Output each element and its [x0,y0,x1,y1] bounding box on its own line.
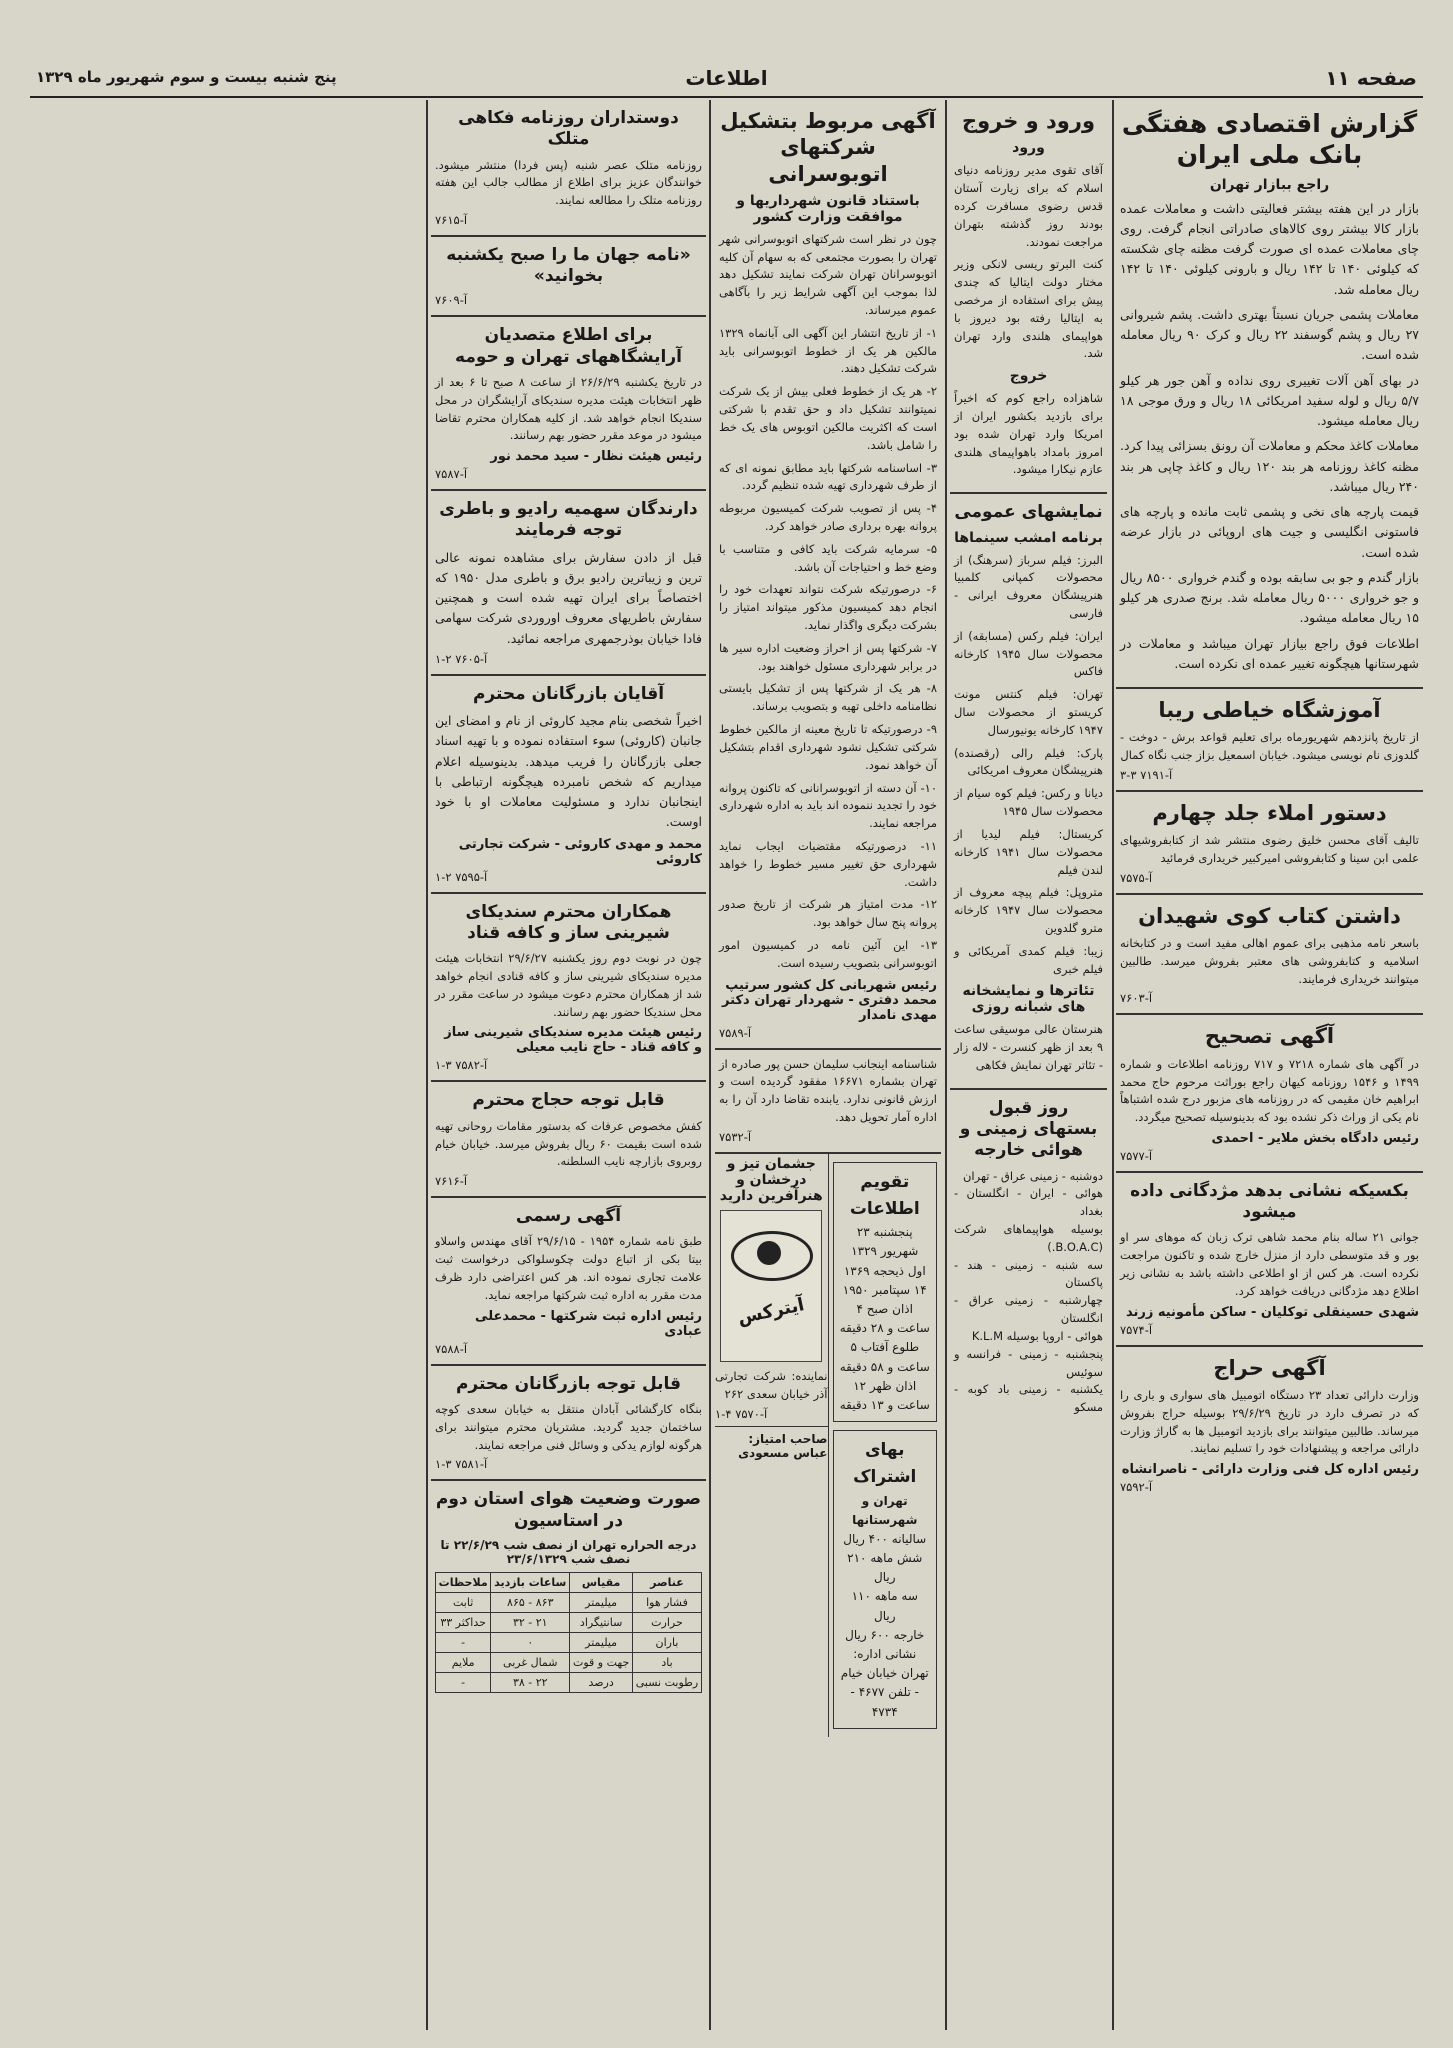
mail-line: هوائی - اروپا بوسیله K.L.M [971,1328,1103,1343]
departures-heading: خروج [1009,368,1048,385]
public-shows [950,494,1107,1090]
notice-title: آقایان بازرگانان محترم [472,683,665,704]
ad-text: تالیف آقای محسن خلیق رضوی منتشر شد از کتابفروشیهای علمی ابن سینا و کتابفروشی امیرکبیر خریداری فرمائید [1120,833,1419,865]
brand-name: آیترکس [736,1294,807,1329]
ad-code: آ-۷۶۰۳ [1120,991,1153,1006]
notice-code: آ-۷۵۸۸ [435,1341,468,1356]
notice-signature: رئیس اداره ثبت شرکتها - محمدعلی عبادی [475,1308,702,1339]
calendar-line: ۱۴ سپتامبر ۱۹۵۰ [842,1282,927,1297]
notice-code: آ-۷۵۸۷ [435,467,468,482]
table-cell: باران [632,1632,701,1652]
eye-illustration [720,1210,822,1362]
tailoring-school-ad [1116,689,1423,792]
section-title: نمایشهای عمومی [954,502,1103,523]
book-ad [1116,895,1423,1016]
notice-clause: ۱۲- مدت امتیاز هر شرکت از تاریخ صدور پروانه پنج سال خواهد بود. [719,897,937,930]
spelling-book-ad [1116,792,1423,895]
notice-title: برای اطلاع متصدیان آرایشگاههای تهران و حومه [455,325,682,367]
correction-notice [1116,1015,1423,1173]
news-item: آقای تقوی مدیر روزنامه دنیای اسلام که برای زیارت آستان قدس رضوی مسافرت کرده بودند روز گذشته بتهران مراجعت نمودند. [954,163,1103,249]
auction-notice [1116,1347,1423,1503]
ad-title: دستور املاء جلد چهارم [1152,800,1387,825]
notice-clause: ۶- درصورتیکه شرکت نتواند تعهدات خود را انجام دهد کمیسیون مذکور میتواند امتیاز را بشرکت دیگری واگذار نماید. [719,582,937,632]
notice-title: همکاران محترم سندیکای شیرینی ساز و کافه قناد [465,901,672,943]
report-paragraph: معاملات پشمی جریان نسبتاً بهتری داشت. پشم شیروانی ۲۷ ریال و پشم گوسفند ۲۲ ریال و کرک ۹۰ ریال معامله شده است. [1120,306,1419,363]
bus-company-notice [715,100,941,1050]
notice-code: آ-۷۵۸۲ ۳-۱ [435,1058,488,1073]
ad-title: آموزشگاه خیاطی ریبا [1158,698,1381,722]
table-cell: ملایم [436,1652,491,1672]
table-cell: میلیمتر [570,1592,633,1612]
mail-line: دوشنبه - زمینی عراق - تهران [962,1168,1103,1183]
arrivals-heading: ورود [1012,140,1045,157]
notice-clause: ۸- هر یک از شرکتها پس از تشکیل بایستی نظامنامه داخلی تهیه و بتصویب برساند. [719,681,937,714]
column-bus-notice [715,100,941,2030]
table-cell: - [436,1632,491,1652]
column-header: مقیاس [570,1572,633,1592]
cinema-item: زیبا: فیلم کمدی آمریکائی و فیلم خبری [954,943,1103,976]
calendar-line: اذان صبح ۴ ساعت و ۲۸ دقیقه [839,1302,930,1336]
confectioners-notice [431,894,706,1083]
subscription-line: سه ماهه ۱۱۰ ریال [851,1589,918,1623]
table-cell: درصد [570,1672,633,1692]
pupil-icon [757,1241,781,1265]
table-cell: ۸۶۳ - ۸۶۵ [491,1592,570,1612]
issue-date: پنج شنبه بیست و سوم شهریور ماه ۱۳۲۹ [36,68,337,86]
notice-intro: چون در نظر است شرکتهای اتوبوسرانی شهر تهران را بصورت مجتمعی که به سهام آن کلیه اتوبوسرانان تهران شرکت نمایند تشکیل دهد لذا بموجب این آگهی شرایط زیر را بآگاهی عموم میرساند. [719,231,937,317]
reward-notice [1116,1173,1423,1347]
notice-clause: ۱۱- درصورتیکه مقتضیات ایجاب نماید شهرداری حق تغییر مسیر خطوط را خواهد داشت. [719,838,937,889]
notice-signature: شهدی حسینقلی توکلیان - ساکن مأمونیه زرند [1125,1304,1419,1320]
notice-clause: ۱۰- آن دسته از اتوبوسرانانی که تاکنون پروانه خود را تجدید ننموده اند باید به اداره شهرداری مراجعه نمایند. [719,780,937,831]
calendar-line: اذان ظهر ۱۲ ساعت و ۱۳ دقیقه [839,1378,930,1412]
arrivals-departures [950,100,1107,494]
notice-code: آ-۷۵۳۲ [719,1129,752,1144]
calendar-line: طلوع آفتاب ۵ ساعت و ۵۸ دقیقه [839,1340,930,1374]
notice-title: آگهی تصحیح [1204,1024,1335,1049]
barbers-notice [431,317,706,491]
bottom-split [715,1154,941,1737]
notice-subtitle: باستناد قانون شهرداریها و موافقت وزارت کشور [736,192,920,225]
mail-schedule [950,1090,1107,1425]
notice-clause: ۳- اساسنامه شرکتها باید مطابق نمونه ای که از طرف شهرداری تهیه شده تنظیم گردد. [719,460,937,493]
section-title: روز قبول بستهای زمینی و هوائی خارجه [959,1097,1098,1161]
ad-code: آ-۷۶۰۵ ۲-۱ [435,651,488,666]
column-header: ملاحظات [436,1572,491,1592]
mail-line: بوسیله هواپیماهای شرکت (B.O.A.C.) [954,1222,1103,1254]
table-cell: باد [632,1652,701,1672]
page-number: صفحه ۱۱ [1325,66,1417,90]
merchants-notice-2 [431,1366,706,1482]
ad-code: آ-۷۵۷۵ [1120,870,1153,885]
subscription-line: شش ماهه ۲۱۰ ریال [847,1551,923,1585]
table-row [436,1612,702,1632]
mail-line: سه شنبه - زمینی - هند - پاکستان [954,1257,1103,1290]
table-cell: ثابت [436,1592,491,1612]
report-paragraph: قیمت پارچه های نخی و پشمی ثابت مانده و پارچه های فاستونی انگلیسی و جیت های اروپائی در بازار عرضه شده است. [1120,504,1419,560]
report-paragraph: بازار در این هفته بیشتر فعالیتی داشت و معاملات عمده بازار کالا بیشتر روی کالاهای صادراتی انجام گرفت. روی چای معاملات عمده ای صورت گرفت مظنه چای شکسته که کیلوئی ۱۴۰ تا ۱۴۲ ریال و بارونی کیلوئی ۱۴۰ تا ۱۴۲ ریال معامله شد. [1120,200,1420,297]
table-cell: حداکثر ۳۳ [436,1612,491,1632]
merchants-notice [431,676,706,894]
section-title: ورود و خروج [961,109,1096,133]
notice-code: آ-۷۵۸۹ [719,1025,752,1040]
calendar-title: تقویم اطلاعات [849,1171,920,1220]
ad-code: آ-۷۶۱۵ [435,212,468,227]
table-cell: رطوبت نسبی [632,1672,701,1692]
mail-line: چهارشنبه - زمینی عراق - انگلستان [954,1293,1103,1326]
notice-title: آگهی حراج [1213,1355,1326,1380]
news-item: شاهزاده راجع کوم که اخیراً برای بازدید بکشور ایران از امریکا وارد تهران شده بود امروز بامداد باهواپیمای هلندی عازم نیکارا میشود. [954,391,1103,477]
notice-signature: رئیس هیئت نظار - سید محمد نور [490,449,702,465]
cinema-item: دیانا و رکس: فیلم کوه سیام از محصولات سال ۱۹۴۵ [954,786,1103,819]
calendar-line: پنجشنبه ۲۳ شهریور ۱۳۲۹ [851,1225,919,1259]
notice-signature: رئیس شهربانی کل کشور سرتیپ محمد دفتری - شهردار تهران دکتر مهدی نامدار [722,977,937,1023]
ad-code: آ-۷۱۹۱ ۳-۳ [1120,767,1173,782]
table-row [436,1672,702,1692]
notice-code: آ-۷۵۷۴ [1120,1322,1153,1337]
mail-line: یکشنبه - زمینی باد کوبه - مسکو [954,1382,1103,1415]
report-paragraph: اطلاعات فوق راجع بیازار تهران میباشد و معاملات در شهرستانها هیچگونه تغییر عمده ای نکرده است. [1120,635,1419,671]
notice-clause: ۱- از تاریخ انتشار این آگهی الی آبانماه ۱۳۲۹ مالکین هر یک از خطوط اتوبوسرانی باید شرکت تشکیل دهند. [719,325,937,376]
masthead [30,62,1423,98]
report-subtitle: راجع ببازار تهران [1209,176,1330,193]
notice-clause: ۱۳- این آئین نامه در کمیسیون امور اتوبوسرانی بتصویب رسیده است. [719,938,937,970]
column-notices [431,100,706,2030]
subscription-title: بهای اشتراک [853,1440,917,1488]
notice-title: قابل توجه بازرگانان محترم [455,1373,682,1394]
section-subtitle: برنامه امشب سینماها [954,529,1103,546]
lost-id-notice [715,1050,941,1154]
notice-text: طبق نامه شماره ۱۹۵۴ - ۲۹/۶/۱۵ آقای مهندس واسلاو بیتا بکی از اتباع دولت چکوسلواکی درخواست ثبت علامت تجاری نموده اند. هر کس اعتراضی دارد ظرف مدت مقرر به اداره ثبت شرکتها مراجعه نماید. [435,1234,702,1302]
table-cell: ۲۲ - ۳۸ [491,1672,570,1692]
table-header-row [436,1572,702,1592]
news-item: کنت البرتو ریسی لانکی وزیر مختار دولت ایتالیا که چندی پیش برای استفاده از مرخصی به ایتالیا رفته بود دیروز با هواپیمای هلندی وارد تهران شد. [954,257,1103,361]
column-arrivals [950,100,1107,2030]
notice-signature: محمد و مهدی کاروئی - شرکت تجارتی کاروئی [458,836,702,867]
table-row [436,1652,702,1672]
office-address: نشانی اداره: تهران خیابان خیام - تلفن ۴۶۷۷ - ۴۷۳۴ [840,1647,929,1719]
cinema-item: کریستال: فیلم لیدیا از محصولات سال ۱۹۴۱ کارخانه لندن فیلم [954,826,1103,877]
eye-product-ad [715,1154,829,1737]
weather-subtitle: درجه الحراره تهران از نصف شب ۲۲/۶/۲۹ تا نصف شب ۲۳/۶/۱۳۲۹ [440,1537,697,1566]
publisher: صاحب امتیاز: عباس مسعودی [738,1431,828,1460]
ad-text: کفش مخصوص عرفات که بدستور مقامات روحانی تهیه شده است بقیمت ۶۰ ریال بفروش میرسد. خیابان خیام روبروی بازارچه نایب السلطنه. [435,1118,702,1169]
column-header: عناصر [632,1572,701,1592]
report-paragraph: در بهای آهن آلات تغییری روی نداده و آهن جور هر کیلو ۵/۷ ریال و لوله سفید امریکائی ۱۸ ریال و ورق موجی ۱۸ ریال معامله میشود. [1120,372,1419,428]
table-cell: سانتیگراد [570,1612,633,1632]
theatre-title: تئاترها و نمایشخانه های شبانه روزی [962,983,1095,1016]
ad-title: دارندگان سهمیه رادیو و باطری توجه فرمایند [439,499,698,541]
notice-clause: ۲- هر یک از خطوط فعلی بیش از یک شرکت نمیتوانند تشکیل داد و حق تقدم با شرکتی است که اکثریت مالکین اتوبوس های یک خط را شامل باشد. [719,384,937,452]
table-cell: جهت و قوت [570,1652,633,1672]
report-paragraph: بازار گندم و جو بی سابقه بوده و گندم خرواری ۸۵۰۰ ریال و جو خرواری ۵۰۰۰ ریال معامله شد. برنج صدری هر کیلو ۱۵ ریال معامله میشود. [1120,569,1420,626]
notice-text: وزارت دارائی تعداد ۲۳ دستگاه اتومبیل های سواری و باری را که در تصرف دارد در تاریخ ۲۹/۶/۲۹ بوسیله حراج بفروش میرساند. طالبین میتوانند برای بازدید اتومبیل ها به گاراژ وزارت دارائی مراجعه و پیشنهادات خود را تسلیم نمایند. [1120,1387,1419,1456]
column-rule [426,100,428,2030]
column-header: ساعات بازدید [491,1572,570,1592]
subscription-box [833,1430,938,1729]
notice-code: آ-۷۵۹۵ ۲-۱ [435,869,488,884]
ad-text: باسعر نامه مذهبی برای عموم اهالی مفید است و در کتابخانه اسلامیه و کتابفروشی های معتبر بفروش میرسد. طالبین میتوانند خریداری فرمایند. [1120,936,1419,986]
notice-text: جوانی ۲۱ ساله بنام محمد شاهی ترک زبان که موهای سر او بور و قد متوسطی دارد از منزل خارج شده و تاکنون مراجعت نکرده است. هر کس از او اطلاعی داشته باشد به نشانی زیر اطلاع دهد مژدگانی دریافت خواهد کرد. [1120,1230,1419,1298]
table-cell: فشار هوا [632,1592,701,1612]
table-cell: ۲۱ - ۳۲ [491,1612,570,1632]
info-boxes [829,1154,942,1737]
cinema-item: تهران: فیلم کنتس مونت کریستو از محصولات سال ۱۹۴۷ کارخانه یونیورسال [954,687,1103,737]
table-row [436,1632,702,1652]
notice-clause: ۹- درصورتیکه تا تاریخ معینه از مالکین خطوط شرکتی تشکیل نشود شهرداری اقدام بتشکیل آن خواهد نمود. [719,722,937,772]
mail-line: هوائی - ایران - انگلستان - بغداد [954,1186,1103,1219]
report-title: گزارش اقتصادی هفتگی بانک ملی ایران [1121,109,1418,170]
notice-text: بنگاه کارگشائی آبادان منتقل به خیابان سعدی کوچه ساختمان جدید گردید. مشتریان محترم میتوانند برای هرگونه لوازم یدکی و وسائل فنی مراجعه نمایند. [435,1401,702,1452]
cinema-item: البرز: فیلم سرباز (سرهنگ) از محصولات کمپانی کلمبیا هنرپیشگان معروف ایرانی - فارسی [954,552,1103,620]
notice-code: آ-۷۵۸۱ ۳-۱ [435,1457,488,1472]
subscription-subtitle: تهران و شهرستانها [852,1493,918,1527]
table-cell: حرارت [632,1612,701,1632]
mataluk-ad [431,100,706,237]
ad-code: آ-۷۶۰۹ [435,293,468,308]
ad-text: نماینده: شرکت تجارتی آذر خیابان سعدی ۲۶۲ [715,1368,828,1401]
notice-text: شناسنامه اینجانب سلیمان حسن پور صادره از تهران بشماره ۱۶۶۷۱ مفقود گردیده است و ارزش قانونی ندارد. یابنده تقاضا دارد آن را به اداره آمار تحویل دهد. [719,1056,937,1125]
notice-text: چون در نوبت دوم روز یکشنبه ۲۹/۶/۲۷ انتخابات هیئت مدیره سندیکای شیرینی ساز و کافه قنادی انجام خواهد شد از همکاران محترم دعوت میشود در ساعت مقرر در محل سندیکا حضور بهم رسانند. [435,951,702,1019]
notice-clause: ۵- سرمایه شرکت باید کافی و متناسب با وضع خط و احتیاجات آن باشد. [719,541,937,574]
notice-title: بکسیکه نشانی بدهد مژدگانی داده میشود [1130,1180,1409,1223]
subscription-line: خارجه ۶۰۰ ریال [845,1627,925,1642]
calendar-box [833,1162,938,1422]
divider [715,1426,828,1427]
notice-title: آگهی مربوط بتشکیل شرکتهای اتوبوسرانی [720,109,936,186]
table-cell: شمال غربی [491,1652,570,1672]
cinema-item: متروپل: فیلم پیچه معروف از محصولات سال ۱۹۴۷ کارخانه مترو گلدوین [954,885,1103,935]
column-rule [945,100,947,2030]
ad-text: روزنامه متلک عصر شنبه (پس فردا) منتشر میشود. خوانندگان عزیز برای اطلاع از مطالب جالب این هفته روزنامه متلک را مطالعه نمایند. [435,157,702,208]
report-paragraph: معاملات کاغذ محکم و معاملات آن رونق بسزائی پیدا کرد. مظنه کاغذ روزنامه هر بند ۱۲۰ ریال و کاغذ چاپی هر بند ۲۴۰ ریال میباشد. [1120,438,1419,494]
notice-text: اخیراً شخصی بنام مجید کاروئی از نام و امضای این جانبان (کاروئی) سوء استفاده نموده و با تهیه اسناد جعلی بازرگانان را فریب میدهد. بدینوسیله اعلام میداریم که شخص نامبرده هیچگونه ارتباطی با اینجانبان ندارد و مسئولیت معاملات او با خود اوست. [435,713,702,830]
notice-title: آگهی رسمی [515,1206,622,1227]
column-rule [1112,100,1114,2030]
weather-table [435,1572,702,1693]
jahan-ad [431,237,706,318]
official-notice [431,1198,706,1366]
notice-clause: ۴- پس از تصویب شرکت کمیسیون مربوطه پروانه بهره برداری صادر خواهد کرد. [719,501,937,533]
calendar-line: اول ذیحجه ۱۳۶۹ [843,1263,926,1278]
cinema-item: ایران: فیلم رکس (مسابقه) از محصولات سال ۱۹۴۵ کارخانه فاکس [954,628,1103,679]
table-row [436,1592,702,1612]
subscription-line: سالیانه ۴۰۰ ریال [843,1531,927,1546]
notice-signature: رئیس هیئت مدیره سندیکای شیرینی ساز و کافه قناد - حاج نایب معیلی [444,1025,702,1056]
economic-report [1116,100,1423,689]
ad-title: دوستداران روزنامه فکاهی متلک [458,108,679,150]
ad-title: جشمان تیز و درخشان و هنرآفرین دارید [719,1155,823,1204]
table-cell: - [436,1672,491,1692]
table-cell: ۰ [491,1632,570,1652]
ad-text: از تاریخ پانزدهم شهریورماه برای تعلیم قواعد برش - دوخت - گلدوزی نام نویسی میشود. خیابان اسمعیل بزاز جنب نگاه کمال [1120,730,1419,763]
paper-name: اطلاعات [685,66,768,90]
theatre-text: هنرستان عالی موسیقی ساعت ۹ بعد از ظهر کنسرت - لاله زار - تئاتر تهران نمایش فکاهی [954,1022,1103,1072]
hajj-ad [431,1082,706,1198]
weather-report [431,1481,706,1701]
mail-line: پنجشنبه - زمینی - فرانسه و سوئیس [954,1346,1103,1379]
notice-text: در آگهی های شماره ۷۲۱۸ و ۷۱۷ روزنامه اطلاعات و شماره ۱۴۹۹ و ۱۵۴۶ روزنامه کیهان راجع بوراثت مرحوم حاج محمد ابراهیم خان مقیمی که در روزنامه های مزبور درج شده اشتباهاً نام یکی از وراث ذکر نشده بود که بدینوسیله تصحیح میگردد. [1120,1056,1419,1125]
radio-ad [431,491,706,676]
notice-clause: ۷- شرکتها پس از احراز وضعیت اداره سیر ها در برابر شهرداری مسئول خواهند بود. [719,640,937,673]
ad-text: قبل از دادن سفارش برای مشاهده نمونه عالی ترین و زیباترین رادیو برق و باطری مدل ۱۹۵۰ که اختصاصاً برای ایران تهیه شده است و همچنین سفارش باطریهای معروف اوروردی شرکت سهامی فادا خیابان بوذرجمهری مراجعه نمائید. [435,549,702,646]
notice-code: آ-۷۵۷۷ [1120,1148,1153,1163]
table-cell: میلیمتر [570,1632,633,1652]
ad-title: داشتن کتاب کوی شهیدان [1138,903,1401,928]
column-economic [1116,100,1423,2030]
ad-title: «نامه جهان ما را صبح یکشنبه بخوانید» [446,244,691,287]
notice-signature: رئیس دادگاه بخش ملایر - احمدی [1211,1130,1419,1146]
cinema-item: پارک: فیلم رالی (رقصنده) هنرپیشگان معروف امریکائی [954,745,1103,778]
ad-code: آ-۷۶۱۶ [435,1174,468,1189]
ad-title: قابل توجه حجاج محترم [472,1090,665,1111]
notice-text: در تاریخ یکشنبه ۲۶/۶/۲۹ از ساعت ۸ صبح تا ۶ بعد از ظهر انتخابات هیئت مدیره سندیکای آرایشگران در محل سندیکا انجام خواهد شد. از کلیه همکاران محترم تقاضا میشود در موعد مقرر حضور بهم رسانند. [435,374,702,443]
notice-code: آ-۷۵۹۲ [1120,1480,1153,1495]
column-rule [709,100,711,2030]
notice-signature: رئیس اداره کل فنی وزارت دارائی - ناصرانشاه [1121,1462,1419,1478]
ad-code: آ-۷۵۷۰ ۴-۱ [715,1406,768,1421]
weather-title: صورت وضعیت هوای استان دوم در استاسیون [435,1489,702,1531]
